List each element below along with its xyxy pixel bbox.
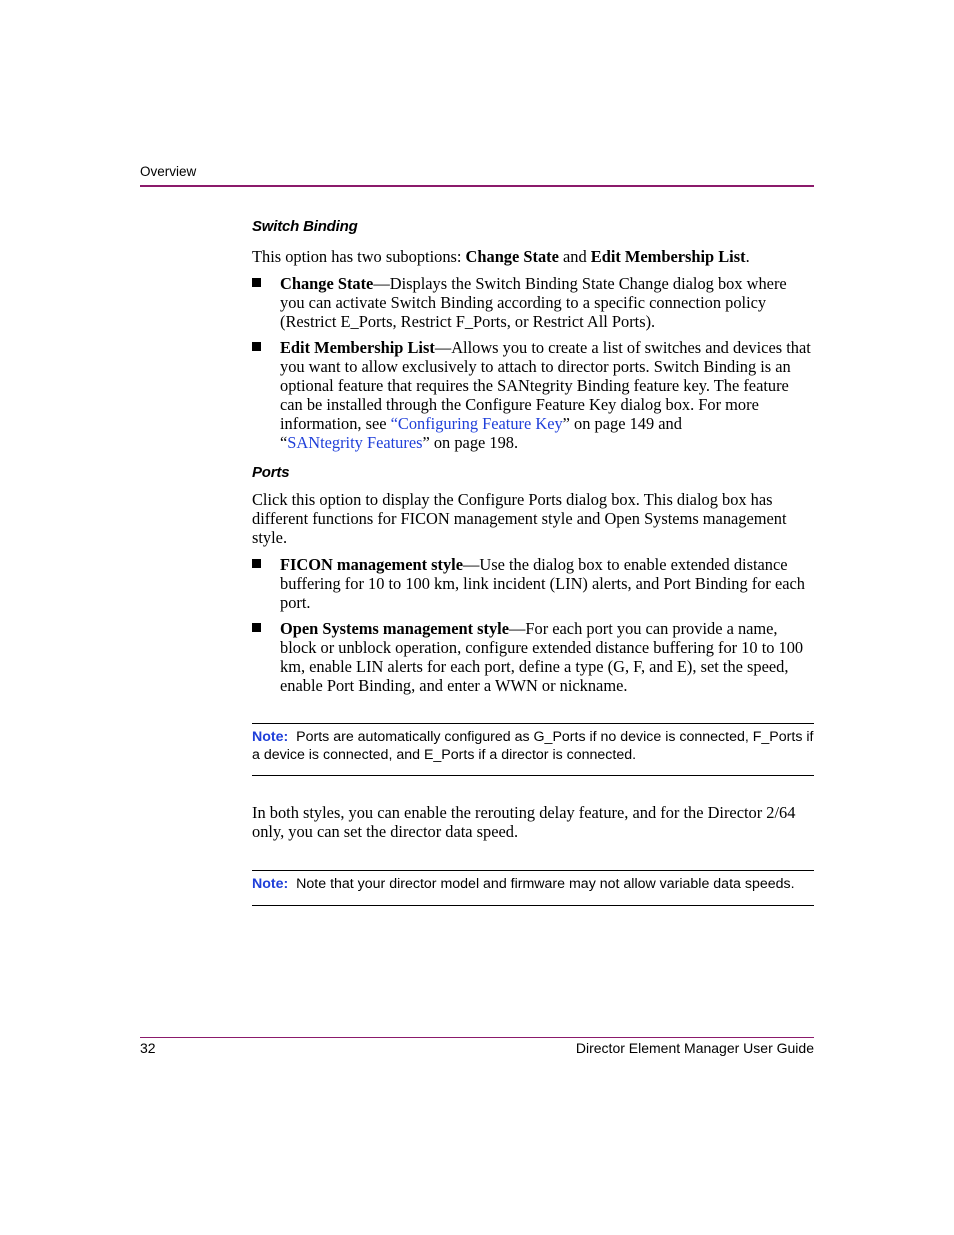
styles-paragraph: In both styles, you can enable the rerouting delay feature, and for the Director 2/64 only, you can set the director data speed. xyxy=(252,803,796,841)
item-term: FICON management style xyxy=(280,555,464,574)
main-content xyxy=(252,216,814,906)
intro-text-and: and xyxy=(558,247,591,266)
header-rule xyxy=(140,185,814,187)
footer-rule xyxy=(140,1037,814,1038)
square-bullet-icon xyxy=(252,278,261,287)
heading-switch-binding: Switch Binding xyxy=(252,218,358,235)
switch-binding-intro xyxy=(252,247,814,266)
item-term: Change State xyxy=(280,274,374,293)
item-term: Edit Membership List xyxy=(280,338,435,357)
xref-configuring-feature-key[interactable]: “Configuring Feature Key xyxy=(390,414,563,433)
list-item xyxy=(252,338,814,452)
page-number: 32 xyxy=(140,1040,156,1056)
list-item xyxy=(252,274,814,331)
item-term: Open Systems management style xyxy=(280,619,509,638)
item-text: —Use the dialog box to enable extended distance buffering for 10 to 100 km, link incident (LIN) alerts, and Port Binding for each port. xyxy=(280,555,805,612)
square-bullet-icon xyxy=(252,342,261,351)
note-label: Note: xyxy=(252,876,289,892)
item-text-after-link: ” on page 149 and xyxy=(562,414,682,433)
intro-text: This option has two suboptions: xyxy=(252,247,466,266)
xref-santegrity-features[interactable]: SANtegrity Features xyxy=(287,433,423,452)
note-box-ports xyxy=(252,723,814,776)
item-text: —For each port you can provide a name, block or unblock operation, configure extended distance buffering for 10 to 100 km, enable LIN alerts for each port, define a type (G, F, and E), set the speed, enable Port Binding, and enter a WWN or nickname. xyxy=(280,619,804,695)
ports-list xyxy=(252,555,814,695)
list-item xyxy=(252,619,814,695)
running-header: Overview xyxy=(140,164,197,179)
item-text-after-link: ” on page 198. xyxy=(422,433,519,452)
switch-binding-list xyxy=(252,274,814,452)
heading-ports: Ports xyxy=(252,464,290,481)
note-text: Ports are automatically configured as G_Ports if no device is connected, F_Ports if a device is connected, and E_Ports if a director is connected. xyxy=(252,729,814,763)
square-bullet-icon xyxy=(252,559,261,568)
footer-book-title: Director Element Manager User Guide xyxy=(575,1040,814,1056)
square-bullet-icon xyxy=(252,623,261,632)
item-text: —Allows you to create a list of switches and devices that you want to allow exclusively to attach to director ports. Switch Binding is an optional feature that requires the SANtegrity Binding feature key. The feature can be installed through the Configure Feature Key dialog box. For more information, see xyxy=(280,338,811,433)
intro-text-end: . xyxy=(745,247,750,266)
note-label: Note: xyxy=(252,729,289,745)
note-box-speed xyxy=(252,870,814,906)
quote-mark: “ xyxy=(280,433,288,452)
note-text: Note that your director model and firmware may not allow variable data speeds. xyxy=(296,876,795,892)
intro-term-edit-membership: Edit Membership List xyxy=(590,247,746,266)
list-item xyxy=(252,555,814,612)
intro-term-change-state: Change State xyxy=(465,247,559,266)
ports-intro: Click this option to display the Configure Ports dialog box. This dialog box has different functions for FICON management style and Open Systems management style. xyxy=(252,490,787,547)
item-text: —Displays the Switch Binding State Change dialog box where you can activate Switch Binding according to a specific connection policy (Restrict E_Ports, Restrict F_Ports, or Restrict All Ports). xyxy=(280,274,787,331)
